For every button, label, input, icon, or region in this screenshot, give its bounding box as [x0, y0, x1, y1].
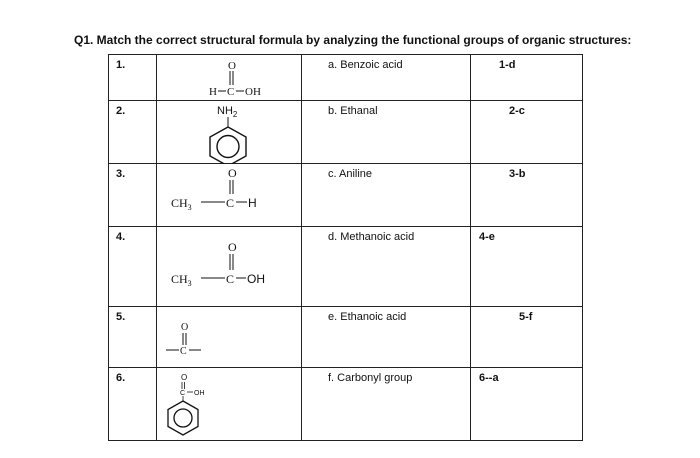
methyl-label: $CH_3$: [171, 196, 192, 212]
amine-label: $NH_2$: [217, 105, 238, 119]
carbon-label: C: [226, 272, 235, 286]
compound-name-cell: d. Methanoic acid: [302, 227, 471, 307]
question-title: Q1. Match the correct structural formula by analyzing the functional groups of organic structures:: [74, 33, 632, 47]
table-row: [109, 164, 583, 227]
row-number: 1.: [109, 55, 157, 101]
compound-name-cell: b. Ethanal: [302, 101, 471, 164]
structure-cell: [157, 164, 302, 227]
benzene-ring-circle: [217, 136, 239, 158]
carbon-label: C: [180, 346, 187, 357]
formula-benzoic-acid: [157, 368, 301, 441]
formula-carbonyl-group: [157, 307, 301, 368]
table-row: [109, 307, 583, 368]
answer-cell: 4-e: [471, 227, 583, 307]
row-number: 2.: [109, 101, 157, 164]
structure-cell: [157, 101, 302, 164]
answer-cell: 5-f: [471, 307, 583, 368]
hydroxyl-label: OH: [247, 272, 265, 286]
formula-ethanal: [157, 164, 301, 227]
table-row: [109, 55, 583, 101]
hydroxyl-label: OH: [194, 390, 205, 397]
formula-aniline: [157, 101, 301, 164]
hydrogen-label: H: [248, 196, 257, 210]
compound-name-cell: f. Carbonyl group: [302, 368, 471, 441]
carbon-label: C: [226, 196, 235, 210]
methyl-label: $CH_3$: [171, 272, 192, 288]
compound-name-cell: e. Ethanoic acid: [302, 307, 471, 368]
structure-cell: [157, 307, 302, 368]
carbon-label: C: [180, 390, 186, 397]
table-row: [109, 368, 583, 441]
oxygen-label: O: [181, 373, 188, 382]
hydrogen-label: H: [209, 86, 217, 98]
answer-cell: 6--a: [471, 368, 583, 441]
row-number: 5.: [109, 307, 157, 368]
structure-cell: [157, 55, 302, 101]
answer-cell: 3-b: [471, 164, 583, 227]
answer-cell: 1-d: [471, 55, 583, 101]
oxygen-label: O: [181, 322, 189, 333]
oxygen-label: O: [228, 166, 237, 180]
formula-methanoic-acid: [157, 55, 301, 101]
structure-cell: [157, 227, 302, 307]
answer-cell: 2-c: [471, 101, 583, 164]
matching-table: [108, 54, 583, 441]
compound-name-cell: a. Benzoic acid: [302, 55, 471, 101]
row-number: 4.: [109, 227, 157, 307]
hydroxyl-label: OH: [245, 86, 261, 98]
row-number: 6.: [109, 368, 157, 441]
formula-ethanoic-acid: [157, 227, 301, 307]
structure-cell: [157, 368, 302, 441]
carbon-label: C: [227, 86, 235, 98]
benzene-ring: [168, 401, 198, 435]
oxygen-label: O: [228, 60, 236, 72]
table-row: [109, 227, 583, 307]
table-row: [109, 101, 583, 164]
benzene-ring: [210, 127, 246, 164]
benzene-ring-circle: [174, 409, 192, 427]
row-number: 3.: [109, 164, 157, 227]
compound-name-cell: c. Aniline: [302, 164, 471, 227]
oxygen-label: O: [228, 240, 237, 254]
